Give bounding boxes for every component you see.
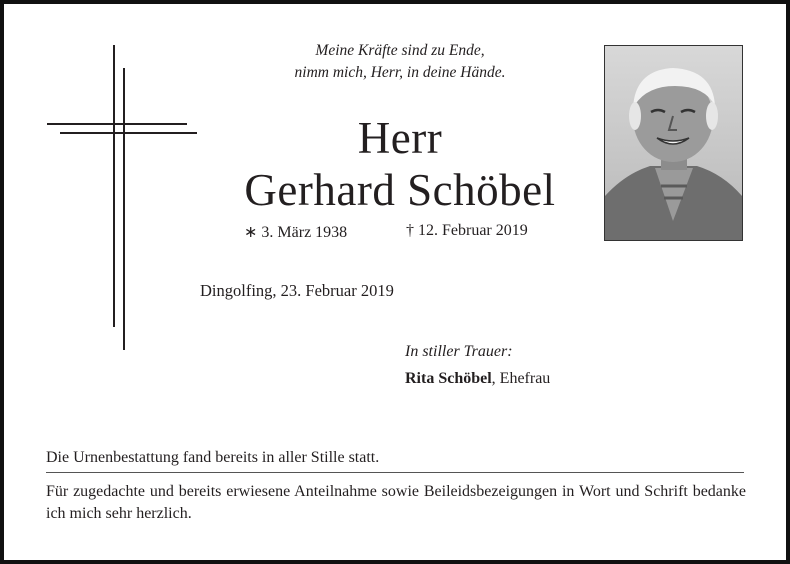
place-and-date: Dingolfing, 23. Februar 2019 xyxy=(200,281,394,300)
motto-verse xyxy=(200,40,600,84)
motto-line-1: Meine Kräfte sind zu Ende, xyxy=(315,42,485,59)
deceased-name-block xyxy=(180,112,620,216)
portrait-photo xyxy=(604,45,743,241)
birth-date: ∗ 3. März 1938 xyxy=(244,224,348,241)
mourner-relation: , Ehefrau xyxy=(491,370,551,387)
divider xyxy=(46,472,744,473)
mourner-name: Rita Schöbel xyxy=(405,370,492,387)
motto-line-2: nimm mich, Herr, in deine Hände. xyxy=(294,64,506,81)
thanks-text: Für zugedachte und bereits erwiesene Anteilnahme sowie Beileidsbezeigungen in Wort und Schrift bedanke ich mich sehr herzlich. xyxy=(46,483,746,522)
burial-notice: Die Urnenbestattung fand bereits in aller Stille statt. xyxy=(46,449,380,466)
mourning-heading: In stiller Trauer: xyxy=(405,343,513,360)
death-date: † 12. Februar 2019 xyxy=(406,222,528,239)
deceased-name: Gerhard Schöbel xyxy=(244,165,556,215)
mourner xyxy=(405,370,550,388)
portrait-photo-icon xyxy=(605,46,742,240)
salutation: Herr xyxy=(357,113,443,163)
